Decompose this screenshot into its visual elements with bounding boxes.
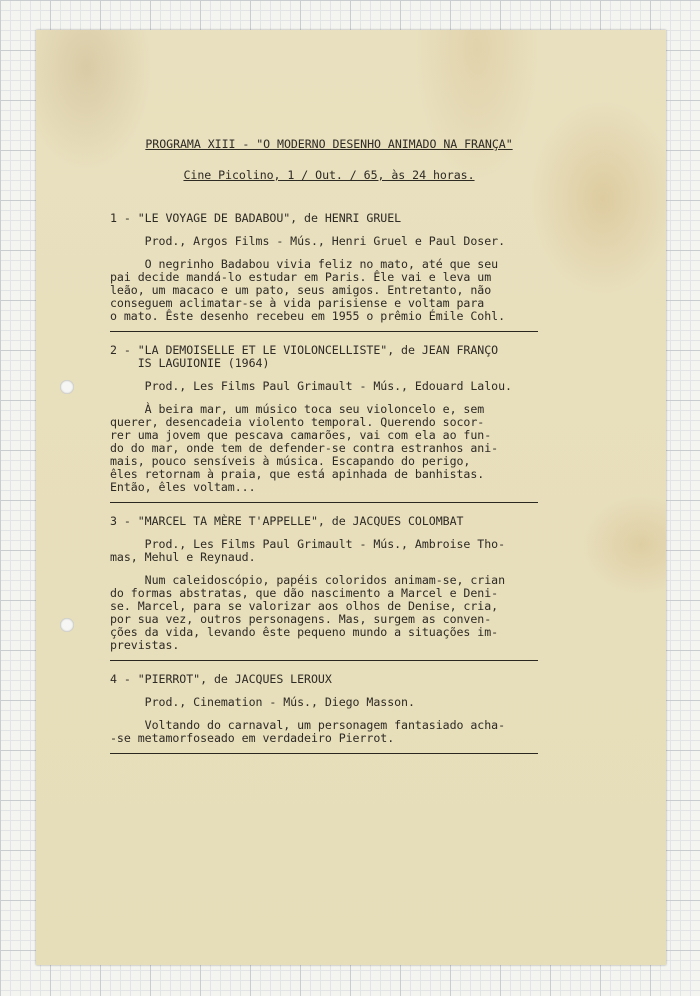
- section-divider: [110, 331, 538, 332]
- film-entry: [110, 212, 548, 332]
- film-synopsis: Num caleidoscópio, papéis coloridos animam-se, crian: [110, 573, 506, 587]
- film-title: 4 - "PIERROT", de JACQUES LEROUX: [110, 672, 332, 686]
- session-info: Cine Picolino, 1 / Out. / 65, às 24 horas.: [183, 168, 475, 182]
- film-entry: [110, 344, 548, 503]
- film-synopsis: querer, desencadeia violento temporal. Querendo socor-: [110, 415, 485, 429]
- film-list: [110, 212, 548, 754]
- film-synopsis: pai decide mandá-lo estudar em Paris. Êle vai e leva um: [110, 270, 492, 284]
- film-synopsis: À beira mar, um músico toca seu violoncelo e, sem: [110, 402, 485, 416]
- film-synopsis: mais, pouco sensíveis à música. Escapando do perigo,: [110, 454, 471, 468]
- film-synopsis: rer uma jovem que pescava camarões, vai com ela ao fun-: [110, 428, 492, 442]
- film-synopsis: previstas.: [110, 638, 180, 652]
- film-synopsis: Então, êles voltam...: [110, 480, 256, 494]
- film-synopsis: o mato. Êste desenho recebeu em 1955 o prêmio Émile Cohl.: [110, 309, 506, 323]
- film-synopsis: êles retornam à praia, que está apinhada de banhistas.: [110, 467, 485, 481]
- film-credits: Prod., Les Films Paul Grimault - Mús., Edouard Lalou.: [110, 379, 512, 393]
- document-body: [110, 138, 548, 766]
- film-synopsis: ções da vida, levando êste pequeno mundo a situações im-: [110, 625, 499, 639]
- section-divider: [110, 660, 538, 661]
- film-title: IS LAGUIONIE (1964): [110, 356, 270, 370]
- punch-hole: [60, 380, 74, 394]
- film-synopsis: -se metamorfoseado em verdadeiro Pierrot.: [110, 731, 395, 745]
- film-credits: Prod., Les Films Paul Grimault - Mús., Ambroise Tho-: [110, 537, 506, 551]
- film-synopsis: do formas abstratas, que dão nascimento a Marcel e Deni-: [110, 586, 499, 600]
- section-divider: [110, 502, 538, 503]
- film-entry: [110, 515, 548, 661]
- section-divider: [110, 753, 538, 754]
- punch-hole: [60, 618, 74, 632]
- film-credits: mas, Mehul e Reynaud.: [110, 550, 256, 564]
- film-synopsis: conseguem aclimatar-se à vida parisiense e voltam para: [110, 296, 485, 310]
- film-synopsis: Voltando do carnaval, um personagem fantasiado acha-: [110, 718, 506, 732]
- film-synopsis: do do mar, onde tem de defender-se contra estranhos ani-: [110, 441, 499, 455]
- film-title: 3 - "MARCEL TA MÈRE T'APPELLE", de JACQUES COLOMBAT: [110, 514, 464, 528]
- film-credits: Prod., Argos Films - Mús., Henri Gruel e Paul Doser.: [110, 234, 506, 248]
- film-credits: Prod., Cinemation - Mús., Diego Masson.: [110, 695, 415, 709]
- film-synopsis: O negrinho Badabou vivia feliz no mato, até que seu: [110, 257, 499, 271]
- film-title: 1 - "LE VOYAGE DE BADABOU", de HENRI GRUEL: [110, 211, 402, 225]
- film-title: 2 - "LA DEMOISELLE ET LE VIOLONCELLISTE", de JEAN FRANÇO: [110, 343, 499, 357]
- film-entry: [110, 673, 548, 754]
- program-title: PROGRAMA XIII - "O MODERNO DESENHO ANIMADO NA FRANÇA": [145, 137, 513, 151]
- film-synopsis: se. Marcel, para se valorizar aos olhos de Denise, cria,: [110, 599, 499, 613]
- film-synopsis: por sua vez, outros personagens. Mas, surgem as conven-: [110, 612, 492, 626]
- film-synopsis: leão, um macaco e um pato, seus amigos. Entretanto, não: [110, 283, 492, 297]
